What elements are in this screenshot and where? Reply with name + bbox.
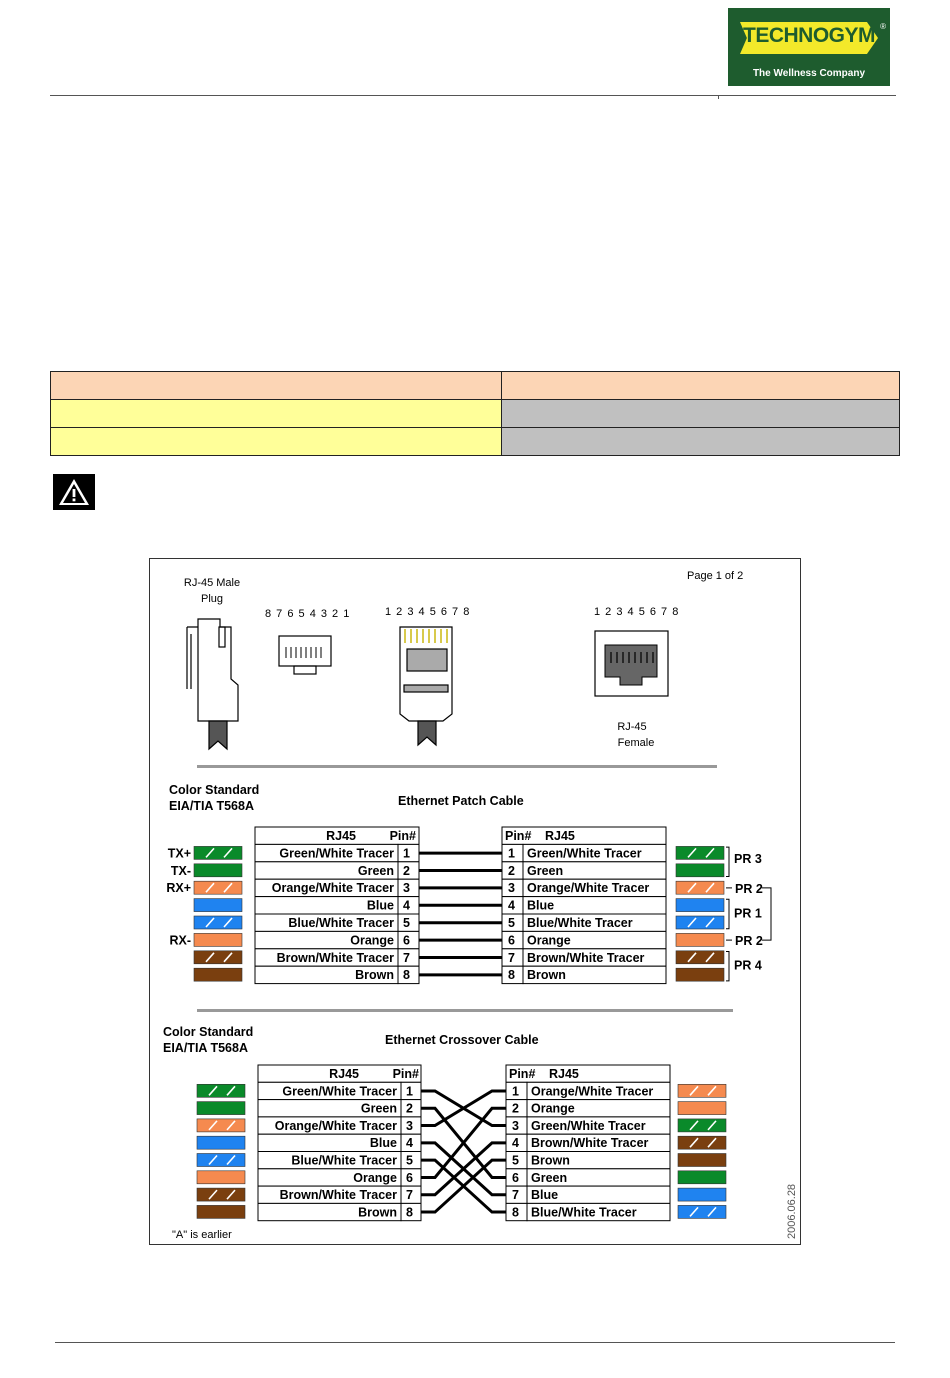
right-header-rj45: RJ45 (545, 829, 575, 843)
right-wire-name: Brown/White Tracer (531, 1136, 649, 1151)
right-pin-number: 1 (512, 1084, 519, 1099)
wire-color-swatch (676, 968, 724, 981)
color-table-cell (502, 372, 900, 399)
section-divider-2 (197, 1009, 733, 1012)
left-header-pin: Pin# (392, 1067, 419, 1081)
right-pin-number: 2 (512, 1101, 519, 1116)
pins-forward-female: 1 2 3 4 5 6 7 8 (594, 606, 680, 618)
left-pin-number: 4 (403, 898, 410, 913)
signal-label: TX+ (167, 846, 191, 861)
right-wire-name: Orange/White Tracer (527, 881, 650, 896)
header-rule (50, 95, 896, 96)
wire-color-swatch (194, 968, 242, 981)
wire-color-swatch (676, 846, 724, 859)
left-wire-name: Brown (358, 1205, 397, 1220)
crossover-standard-line2: EIA/TIA T568A (163, 1041, 248, 1055)
pair-label-pr4: PR 4 (734, 958, 762, 973)
wire-color-swatch (678, 1136, 726, 1149)
right-pin-number: 2 (508, 863, 515, 878)
signal-label: RX+ (166, 881, 191, 896)
patch-standard-line2: EIA/TIA T568A (169, 799, 254, 813)
pair-label-pr3: PR 3 (734, 852, 762, 867)
signal-label: TX- (170, 863, 191, 878)
footnote: "A" is earlier (172, 1229, 232, 1241)
left-pin-number: 5 (403, 916, 410, 930)
left-wire-name: Green/White Tracer (279, 846, 394, 861)
right-pin-number: 1 (508, 846, 515, 861)
wire-color-swatch (197, 1136, 245, 1149)
wire-color-swatch (678, 1188, 726, 1201)
wire-color-swatch (676, 864, 724, 877)
wire-color-swatch (197, 1171, 245, 1184)
left-pin-number: 4 (406, 1136, 413, 1151)
left-wire-name: Orange (353, 1170, 397, 1185)
right-wire-name: Blue (531, 1188, 559, 1203)
left-wire-name: Blue (366, 898, 394, 913)
left-wire-name: Brown/White Tracer (276, 950, 394, 965)
patch-cable-table (166, 827, 771, 984)
wire-color-swatch (194, 864, 242, 877)
left-pin-number: 3 (406, 1118, 413, 1133)
right-pin-number: 7 (512, 1188, 519, 1203)
wire-color-swatch (194, 899, 242, 912)
right-pin-number: 8 (508, 968, 515, 983)
right-wire-name: Orange (531, 1101, 575, 1116)
color-table-row (50, 400, 900, 428)
wire-color-swatch (678, 1119, 726, 1132)
signal-label: RX- (169, 933, 191, 948)
left-pin-number: 2 (403, 863, 410, 878)
color-table-row (50, 428, 900, 456)
left-pin-number: 5 (406, 1153, 413, 1168)
right-wire-name: Orange/White Tracer (531, 1084, 654, 1099)
patch-standard-line1: Color Standard (169, 783, 260, 797)
left-wire-name: Green (360, 1101, 397, 1116)
right-pin-number: 5 (512, 1153, 519, 1168)
footer-rule (55, 1342, 895, 1343)
color-table-row (50, 371, 900, 400)
wire-color-swatch (194, 846, 242, 859)
right-wire-name: Brown/White Tracer (527, 950, 645, 965)
left-wire-name: Green (357, 863, 394, 878)
left-pin-number: 3 (403, 881, 410, 896)
right-pin-number: 7 (508, 950, 515, 965)
right-wire-name: Green/White Tracer (531, 1118, 646, 1133)
female-label-2: Female (617, 737, 655, 749)
right-wire-name: Blue/White Tracer (527, 916, 633, 930)
color-table-cell (50, 372, 502, 399)
left-wire-name: Blue (369, 1136, 397, 1151)
wire-color-swatch (194, 951, 242, 964)
date-stamp: 2006.06.28 (786, 1183, 798, 1239)
wire-color-swatch (678, 1171, 726, 1184)
color-table-cell (50, 400, 502, 427)
right-pin-number: 4 (508, 898, 515, 913)
left-wire-name: Brown (355, 968, 394, 983)
left-wire-name: Blue/White Tracer (291, 1153, 397, 1168)
pair-label-pr2-top: PR 2 (735, 881, 763, 896)
wire-color-swatch (197, 1188, 245, 1201)
right-wire-name: Blue (527, 898, 555, 913)
wire-color-swatch (197, 1154, 245, 1167)
left-wire-name: Orange (350, 933, 394, 948)
left-pin-number: 8 (406, 1205, 413, 1220)
right-wire-name: Blue/White Tracer (531, 1205, 637, 1220)
right-pin-number: 3 (508, 881, 515, 896)
rj45-female-jack-icon (595, 631, 668, 696)
left-wire-name: Green/White Tracer (282, 1084, 397, 1099)
left-header-rj45: RJ45 (326, 829, 356, 843)
left-pin-number: 8 (403, 968, 410, 983)
header-rule-tick (718, 95, 719, 99)
pins-reversed: 8 7 6 5 4 3 2 1 (265, 608, 351, 620)
male-plug-label: RJ-45 Male (183, 577, 241, 589)
wire-color-swatch (197, 1084, 245, 1097)
left-pin-number: 2 (406, 1101, 413, 1116)
wire-color-swatch (197, 1119, 245, 1132)
pair-label-pr1: PR 1 (734, 906, 762, 921)
right-wire-name: Green (531, 1170, 568, 1185)
logo-registered-mark: ® (880, 22, 886, 31)
wire-color-swatch (678, 1084, 726, 1097)
left-header-rj45: RJ45 (329, 1067, 359, 1081)
color-table (50, 371, 900, 456)
left-wire-name: Blue/White Tracer (288, 916, 394, 930)
left-pin-number: 7 (403, 950, 410, 965)
warning-icon (53, 474, 95, 510)
left-header-pin: Pin# (389, 829, 416, 843)
crossover-cable-table (197, 1065, 726, 1221)
left-pin-number: 7 (406, 1188, 413, 1203)
rj45-wiring-diagram (149, 558, 801, 1245)
page-label: Page 1 of 2 (687, 570, 744, 582)
section-divider (197, 765, 717, 768)
right-pin-number: 3 (512, 1118, 519, 1133)
left-wire-name: Brown/White Tracer (279, 1188, 397, 1203)
color-table-cell (502, 428, 900, 455)
left-wire-name: Orange/White Tracer (274, 1118, 397, 1133)
color-table-cell (502, 400, 900, 427)
wire-color-swatch (194, 881, 242, 894)
crossover-title: Ethernet Crossover Cable (385, 1033, 539, 1047)
plug-front-icon (279, 636, 331, 674)
plug-top-icon (400, 627, 452, 745)
wire-color-swatch (197, 1205, 245, 1218)
left-pin-number: 6 (403, 933, 410, 948)
right-wire-name: Brown (531, 1153, 570, 1168)
wire-color-swatch (676, 916, 724, 929)
wire-color-swatch (194, 933, 242, 946)
crossover-standard-line1: Color Standard (163, 1025, 254, 1039)
right-pin-number: 6 (508, 933, 515, 948)
pins-forward: 1 2 3 4 5 6 7 8 (385, 606, 471, 618)
left-wire-name: Orange/White Tracer (271, 881, 394, 896)
right-pin-number: 8 (512, 1205, 519, 1220)
wire-color-swatch (194, 916, 242, 929)
right-header-rj45: RJ45 (549, 1067, 579, 1081)
left-pin-number: 1 (406, 1084, 413, 1099)
wire-color-swatch (197, 1102, 245, 1115)
right-pin-number: 5 (508, 916, 515, 930)
wire-color-swatch (676, 899, 724, 912)
right-wire-name: Green/White Tracer (527, 846, 642, 861)
logo-tagline: The Wellness Company (752, 68, 866, 79)
male-plug-side-icon (187, 619, 238, 749)
right-pin-number: 4 (512, 1136, 519, 1151)
left-pin-number: 6 (406, 1170, 413, 1185)
right-header-pin: Pin# (509, 1067, 536, 1081)
right-pin-number: 6 (512, 1170, 519, 1185)
right-wire-name: Green (527, 863, 564, 878)
female-label: RJ-45 (617, 721, 647, 733)
wire-color-swatch (678, 1154, 726, 1167)
color-table-cell (50, 428, 502, 455)
right-wire-name: Brown (527, 968, 566, 983)
right-wire-name: Orange (527, 933, 571, 948)
wire-color-swatch (678, 1205, 726, 1218)
logo-wordmark: TECHNOGYM (743, 24, 875, 47)
wire-color-swatch (676, 881, 724, 894)
left-pin-number: 1 (403, 846, 410, 861)
male-plug-label-2: Plug (200, 593, 224, 605)
wire-color-swatch (678, 1102, 726, 1115)
technogym-logo (728, 8, 890, 86)
wire-color-swatch (676, 951, 724, 964)
pair-label-pr2-bottom: PR 2 (735, 934, 763, 949)
patch-title: Ethernet Patch Cable (398, 794, 524, 808)
right-header-pin: Pin# (505, 829, 532, 843)
wire-color-swatch (676, 933, 724, 946)
